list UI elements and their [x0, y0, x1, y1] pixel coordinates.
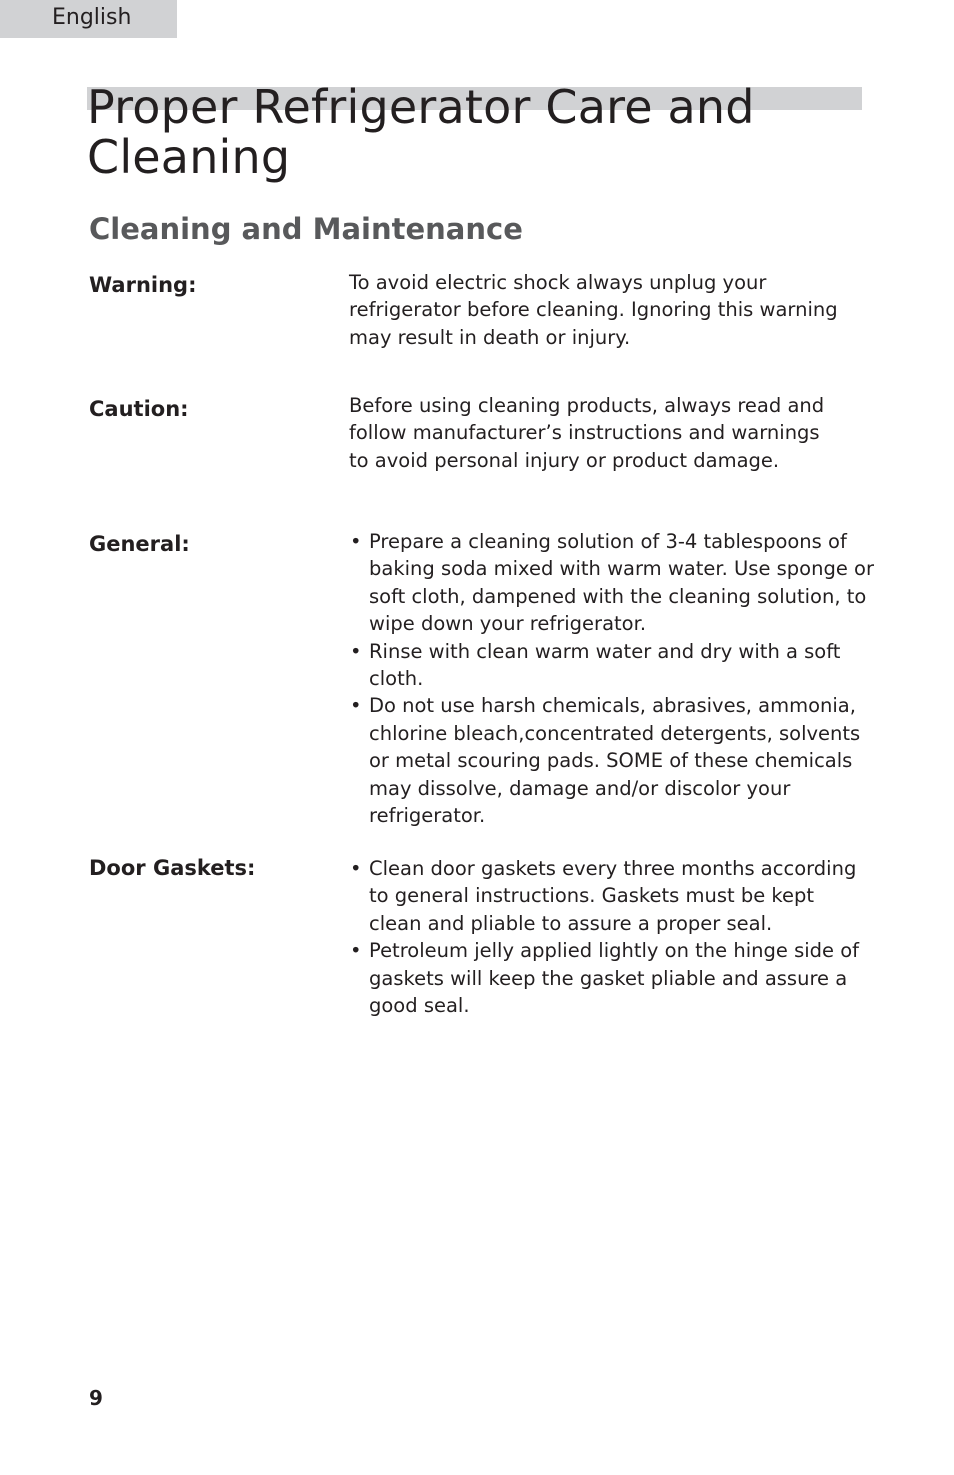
list-item	[349, 692, 874, 829]
page-title	[87, 82, 755, 182]
general-bullet-1: Prepare a cleaning solution of 3-4 tablespoons of baking soda mixed with warm water. Use sponge or soft cloth, dampened with the cleaning solution, to wipe down your refrigerator.	[369, 530, 874, 636]
page-number: 9	[89, 1386, 103, 1410]
language-label: English	[52, 5, 132, 30]
door-gaskets-list	[349, 855, 859, 1019]
bullet-dot: •	[350, 939, 362, 963]
warning-text: To avoid electric shock always unplug your refrigerator before cleaning. Ignoring this warning may result in death or injury.	[349, 271, 838, 349]
list-item	[349, 638, 874, 693]
general-bullet-2: Rinse with clean warm water and dry with a soft cloth.	[369, 639, 841, 691]
list-item	[349, 855, 859, 937]
bullet-dot: •	[350, 694, 362, 718]
page-title-line-2: Cleaning	[87, 130, 291, 184]
door-gaskets-bullet-1: Clean door gaskets every three months according to general instructions. Gaskets must be kept clean and pliable to assure a proper seal.	[369, 857, 857, 935]
general-bullet-3: Do not use harsh chemicals, abrasives, ammonia, chlorine bleach,concentrated detergents, solvents or metal scouring pads. SOME of these chemicals may dissolve, damage and/or discolor your refrigerator.	[369, 694, 861, 828]
bullet-dot: •	[350, 530, 362, 553]
list-item	[349, 937, 859, 1019]
door-gaskets-label: Door Gaskets:	[89, 856, 256, 880]
list-item	[349, 528, 874, 638]
caution-text: Before using cleaning products, always read and follow manufacturer’s instructions and warnings to avoid personal injury or product damage.	[349, 394, 825, 472]
door-gaskets-bullet-2: Petroleum jelly applied lightly on the hinge side of gaskets will keep the gasket pliable and assure a good seal.	[369, 939, 860, 1018]
warning-label: Warning:	[89, 273, 197, 297]
page-title-line-1: Proper Refrigerator Care and	[87, 80, 755, 134]
general-label: General:	[89, 532, 190, 556]
section-heading: Cleaning and Maintenance	[89, 212, 523, 246]
caution-label: Caution:	[89, 397, 189, 421]
general-list	[349, 528, 874, 829]
bullet-dot: •	[350, 857, 362, 880]
bullet-dot: •	[350, 639, 362, 663]
language-tab	[0, 0, 177, 38]
